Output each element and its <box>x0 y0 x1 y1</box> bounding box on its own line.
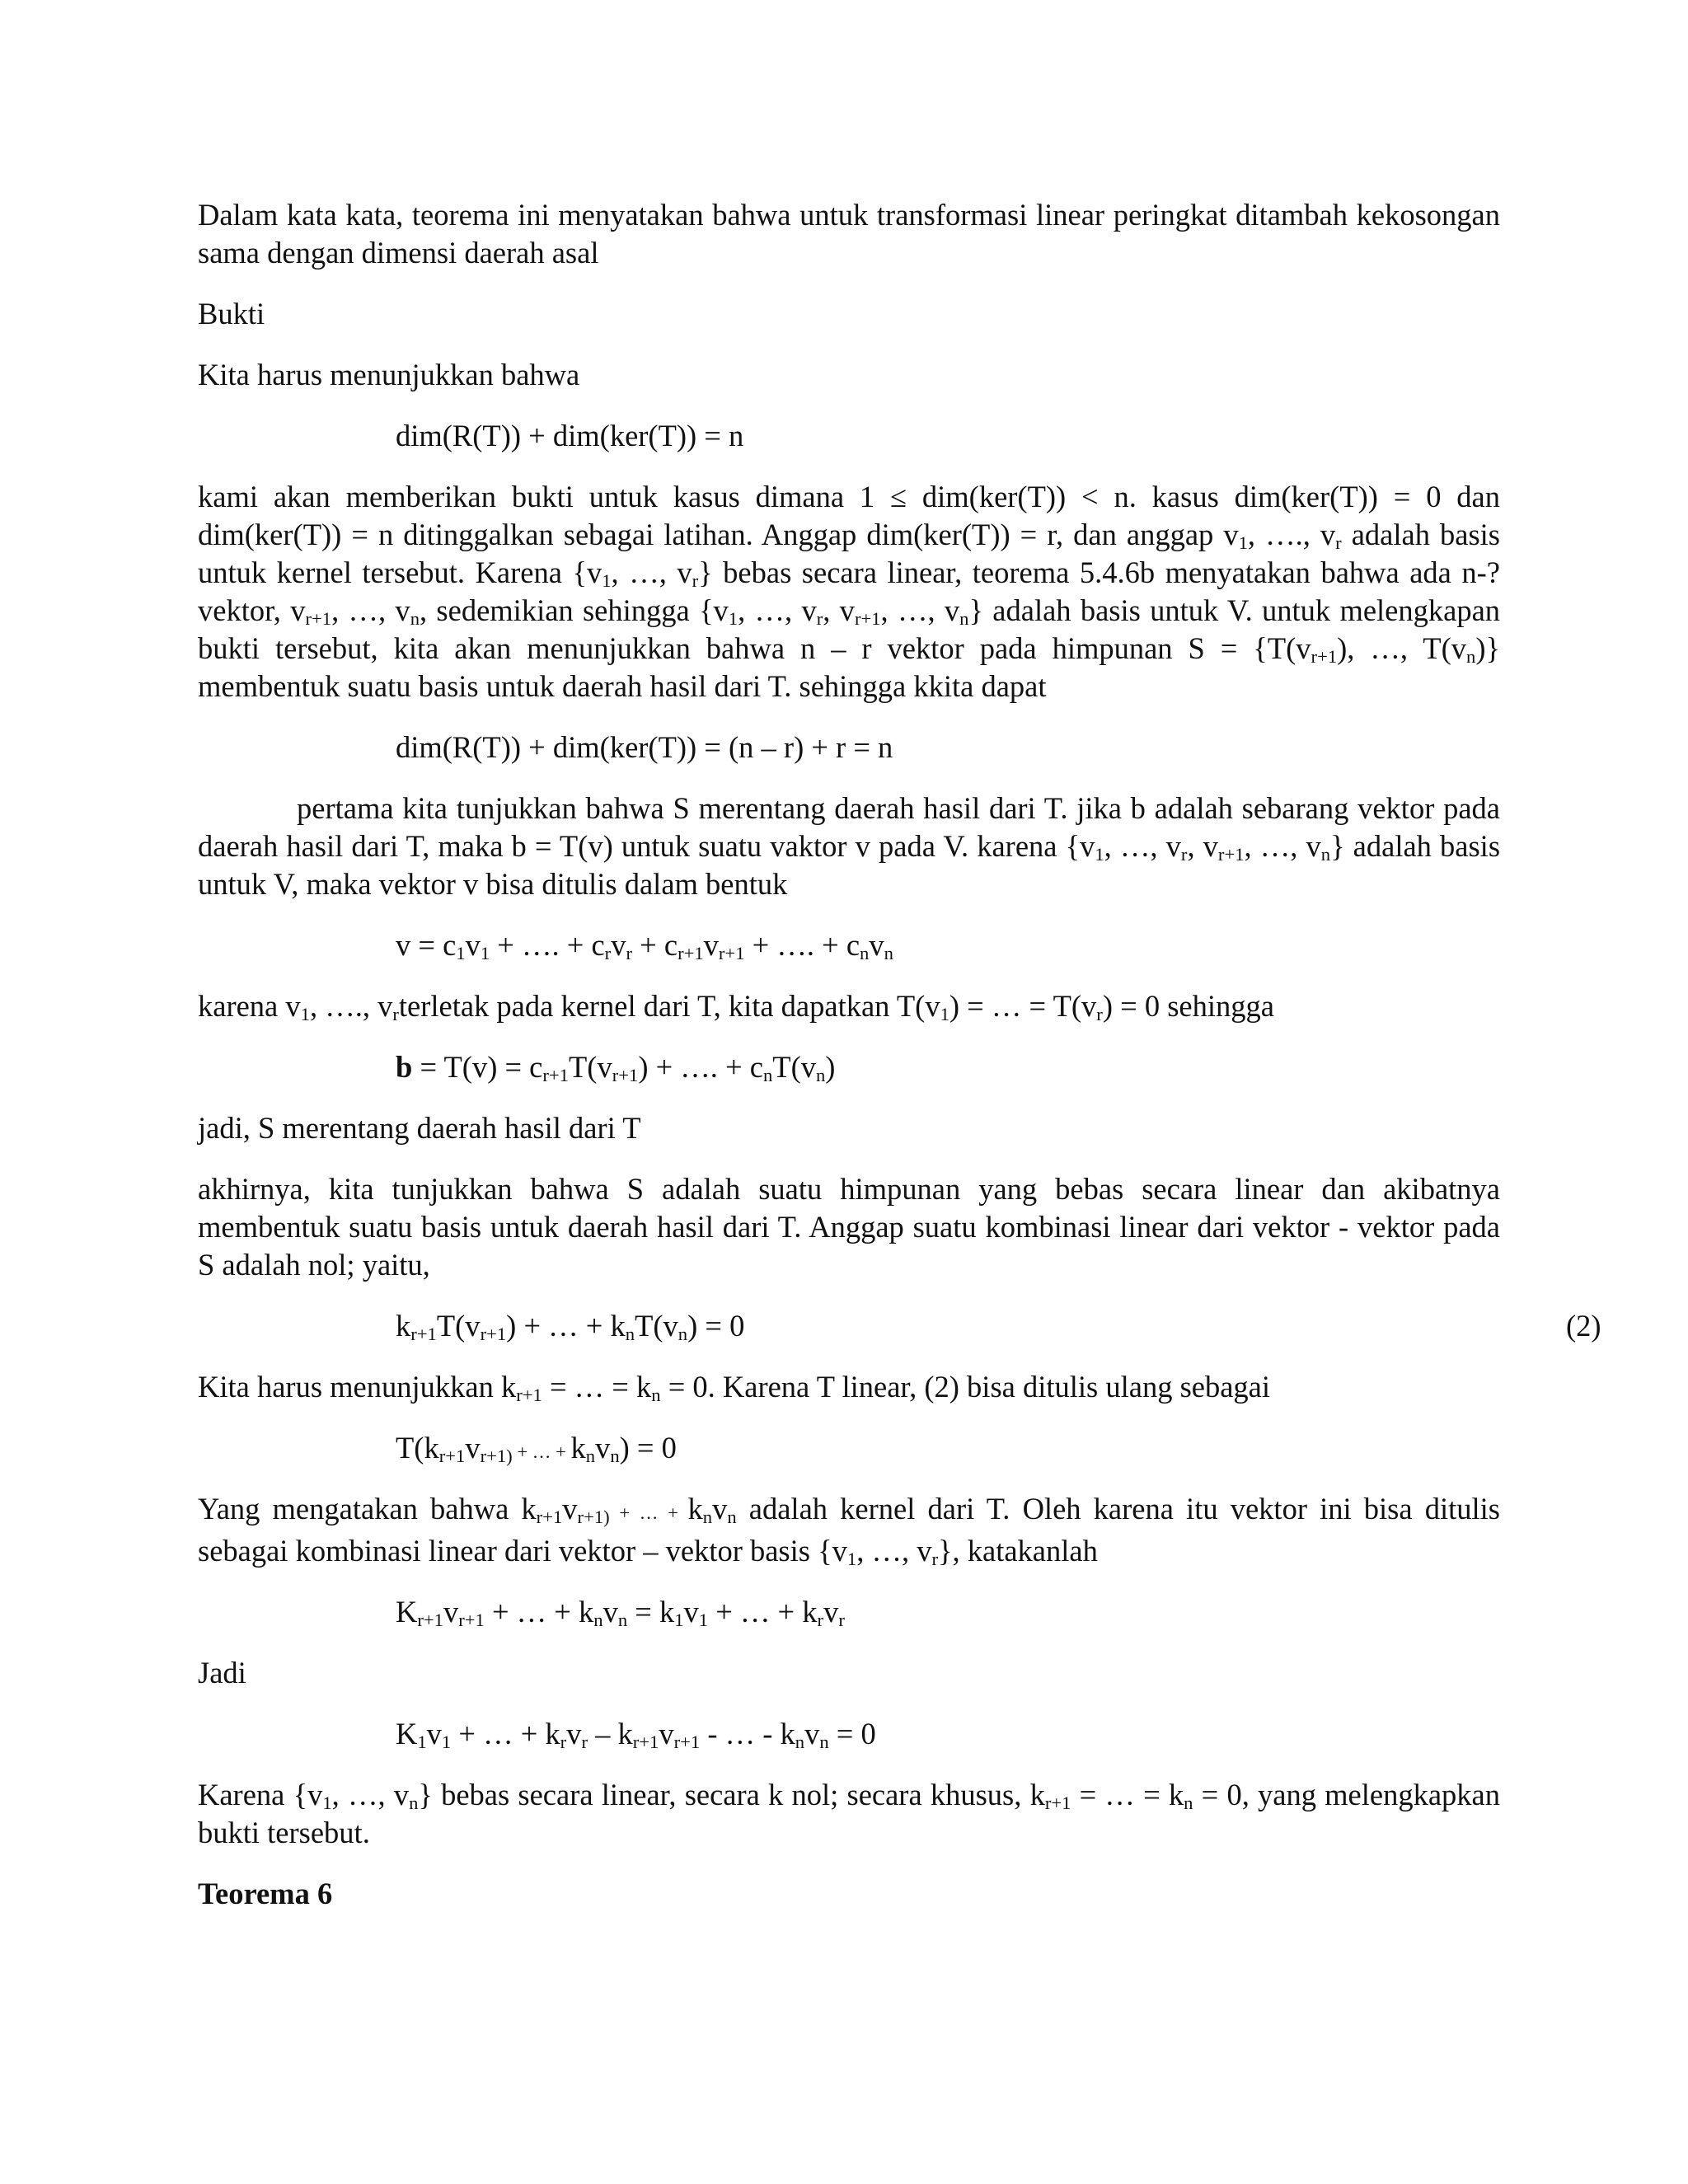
equation-v-expansion: $v = c_1v_1$ + …. + $c_rv_r + c_{r+1}v_{r+1}$ + …. + $c_nv_n$ <box>396 928 893 963</box>
equation-number: (2) <box>1566 1309 1601 1343</box>
equation-2: $k_{r+1}T(v_{r+1})$ + … + $k_nT(v_n) = 0$ (2) <box>396 1309 1601 1344</box>
must-show-text: Kita harus menunjukkan bahwa <box>198 358 580 391</box>
equation-kernel-combination: $K_{r+1}v_{r+1}$ + … + $k_nv_n = k_1v_1$ + … + $k_rv_r$ <box>396 1595 845 1630</box>
document-page <box>198 196 1601 1913</box>
equation-rank-nullity: dim(R(T)) + dim(ker(T)) = n <box>396 419 744 452</box>
proof-conclusion: Karena {$v_1$, …, $v_n$} bebas secara linear, secara k nol; secara khusus, $k_{r+1}$ = … = $k_n = 0$, yang melengkapkan bukti tersebut. <box>198 1778 1501 1849</box>
proof-paragraph-3: karena $v_1$, …., $v_rterletak$ pada kernel dari T, kita dapatkan $T(v_1)$ = … = $T(v_r) = 0$ sehingga <box>198 989 1274 1024</box>
bukti-label: Bukti <box>198 297 265 330</box>
equation-zero-combination: $K_1v_1$ + … + $k_rv_r - k_{r+1}v_{r+1}$ - … - $k_nv_n = 0$ <box>396 1717 876 1752</box>
jadi-label: Jadi <box>198 1656 246 1690</box>
theorem-6-heading: Teorema 6 <box>198 1877 333 1910</box>
proof-paragraph-5: Kita harus menunjukkan $k_{r+1}$ = … = $k_n = 0$. Karena T linear, (2) bisa ditulis ulang sebagai <box>198 1370 1271 1405</box>
proof-paragraph-2: pertama kita tunjukkan bahwa S merentang daerah hasil dari T. jika b adalah sebarang vektor pada daerah hasil dari T, maka b = T(v) untuk suatu vaktor v pada V. karena {$v_1$, …, $v_r$, $v_{r+1}$, …, $v_n$} adalah basis untuk V, maka vektor v bisa ditulis dalam bentuk <box>198 791 1501 901</box>
equation-linear-rewrite: $T(k_{r+1}v_{r+1)}$ + … + $k_nv_n) = 0$ <box>396 1431 677 1466</box>
proof-paragraph-6: Yang mengatakan bahwa $k_{r+1}v_{r+1)}$ + … + $k_nv_n$ adalah kernel dari T. Oleh karena itu vektor ini bisa ditulis sebagai kombinasi linear dari vektor – vektor basis {$v_1$, …, $v_r$}, katakanlah <box>198 1492 1500 1569</box>
proof-paragraph-4: akhirnya, kita tunjukkan bahwa S adalah suatu himpunan yang bebas secara linear dan akibatnya membentuk suatu basis untuk daerah hasil dari T. Anggap suatu kombinasi linear dari vektor - vektor pada S adalah nol; yaitu, <box>198 1172 1500 1282</box>
equation-dimension-sum: dim(R(T)) + dim(ker(T)) = (n – r) + r = n <box>396 730 893 764</box>
equation-b-image: $b = T(v) = c_{r+1}T(v_{r+1})$ + …. + $c_nT(v_n)$ <box>396 1050 836 1085</box>
proof-paragraph-1: kami akan memberikan bukti untuk kasus dimana 1 ≤ dim(ker(T)) < n. kasus dim(ker(T)) = 0 dan dim(ker(T)) = n ditinggalkan sebagai latihan. Anggap dim(ker(T)) = r, dan anggap $v_1$, …., $v_r$ adalah basis untuk kernel tersebut. Karena {$v_1$, …, $v_r$} bebas secara linear, teorema 5.4.6b menyatakan bahwa ada n-? vektor, $v_{r+1}$, …, $v_n$, sedemikian sehingga {$v_1$, …, $v_r$, $v_{r+1}$, …, $v_n$} adalah basis untuk V. untuk melengkapan bukti tersebut, kita akan menunjukkan bahwa n – r vektor pada himpunan $S = \{T(v_{r+1})$, …, $T(v_n)$} membentuk suatu basis untuk daerah hasil dari T. sehingga kkita dapat <box>198 480 1501 703</box>
spans-statement: jadi, S merentang daerah hasil dari T <box>198 1111 641 1145</box>
intro-paragraph: Dalam kata kata, teorema ini menyatakan bahwa untuk transformasi linear peringkat ditambah kekosongan sama dengan dimensi daerah asal <box>198 198 1500 269</box>
